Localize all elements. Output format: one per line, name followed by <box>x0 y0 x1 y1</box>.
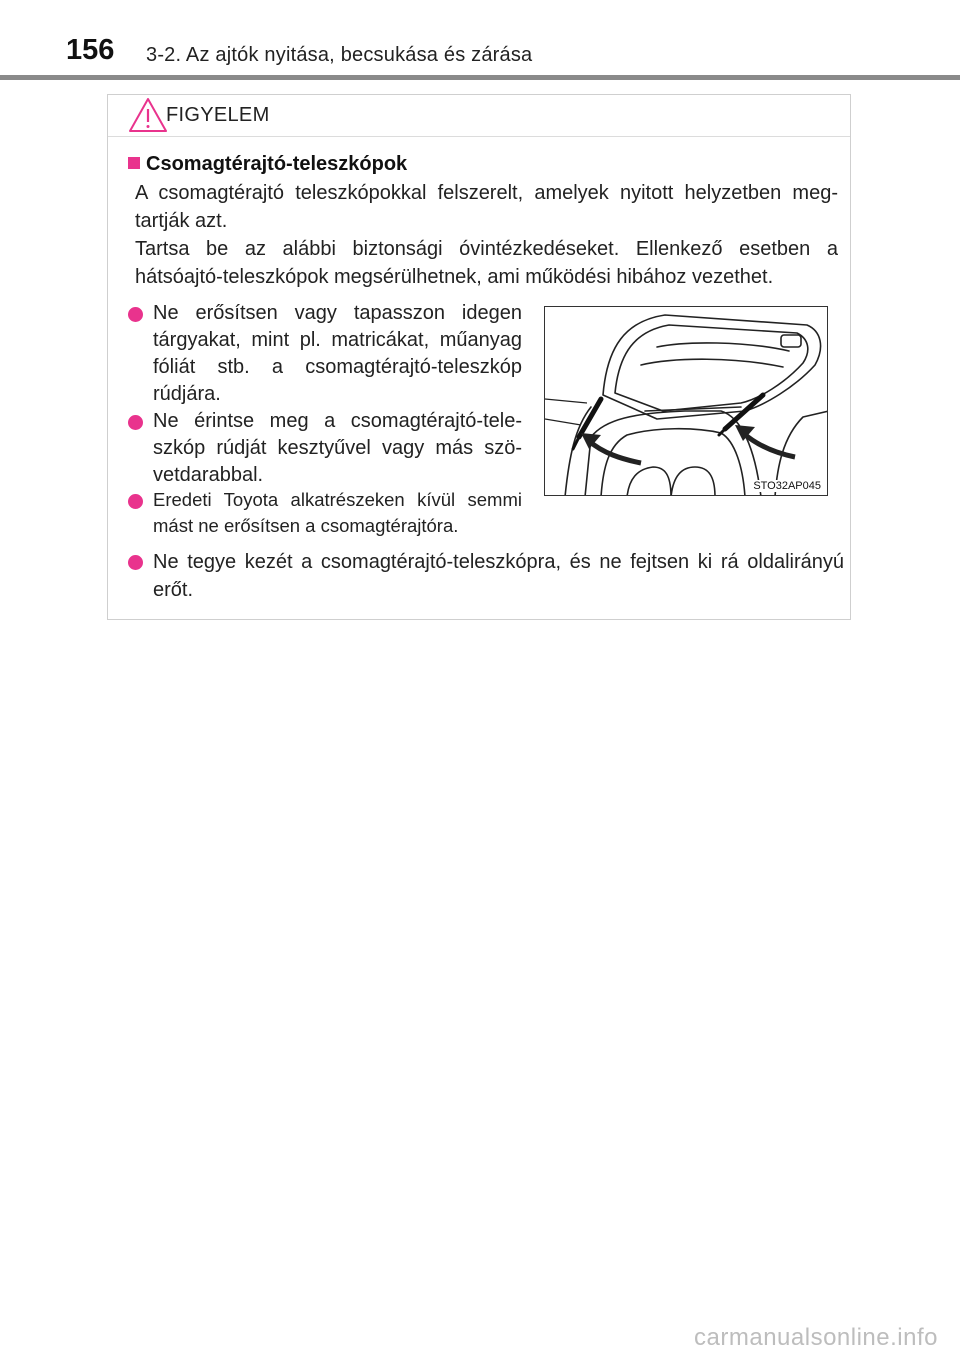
bullet-dot-icon <box>128 555 143 570</box>
intro-paragraph: A csomagtérajtó teleszkópokkal felszerelt, amelyek nyitott helyzetben meg-tartják azt. <box>135 182 838 232</box>
warning-title: FIGYELEM <box>166 104 270 126</box>
section-heading <box>128 153 407 176</box>
header-rule <box>0 75 960 80</box>
bullet-text: Eredeti Toyota alkatrészeken kívül semmi mást ne erősítsen a csomagtérajtóra. <box>153 489 522 536</box>
warning-header <box>108 95 850 137</box>
tailgate-strut-illustration <box>544 306 828 496</box>
bullet-item <box>128 487 522 539</box>
bullet-dot-icon <box>128 415 143 430</box>
section-heading-text: Csomagtérajtó-teleszkópok <box>146 153 408 175</box>
square-bullet-icon <box>128 157 140 169</box>
bullet-text: Ne erősítsen vagy tapasszon idegen tárgyakat, mint pl. matricákat, műanyag fóliát stb. a csomagtérajtó-teleszkóp rúdjára. <box>153 302 522 405</box>
tailgate-drawing <box>545 307 828 496</box>
warning-box <box>107 94 851 620</box>
bullet-item <box>128 300 522 408</box>
watermark: carmanualsonline.info <box>694 1324 938 1351</box>
warning-triangle-icon <box>128 97 168 133</box>
bullet-text: Ne érintse meg a csomagtérajtó-tele-szkóp rúdját kesztyűvel vagy más szö-vetdarabbal. <box>153 410 522 486</box>
figure-code: STO32AP045 <box>753 480 821 492</box>
precaution-paragraph: Tartsa be az alábbi biztonsági óvintézkedéseket. Ellenkező esetben a hátsóajtó-teleszkópok megsérülhetnek, ami működési hibához vezethet. <box>135 238 838 288</box>
bullet-text: Ne tegye kezét a csomagtérajtó-teleszkópra, és ne fejtsen ki rá oldalirányú erőt. <box>153 551 844 601</box>
page-number: 156 <box>66 34 115 66</box>
bullet-item <box>128 548 844 604</box>
bullet-dot-icon <box>128 494 143 509</box>
bullet-item <box>128 408 522 489</box>
bullet-dot-icon <box>128 307 143 322</box>
chapter-title: 3-2. Az ajtók nyitása, becsukása és zárása <box>146 44 533 66</box>
